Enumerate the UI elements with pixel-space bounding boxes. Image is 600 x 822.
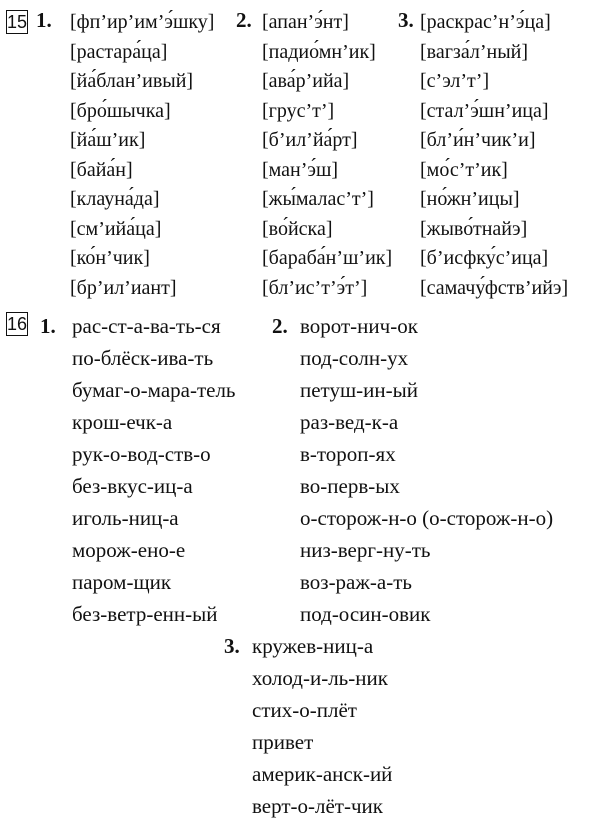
morpheme-item: без-ветр-енн-ый — [72, 602, 218, 626]
morpheme-item: морож-ено-е — [72, 538, 186, 562]
transcription-item: [грус’т’] — [262, 99, 335, 122]
exercise-number: 15 — [7, 12, 28, 32]
transcription-item: [бл’ис’т’э́т’] — [262, 276, 368, 299]
transcription-item: [жыво́тнайэ] — [420, 217, 528, 240]
transcription-item: [б’исфку́с’ица] — [420, 247, 549, 269]
morpheme-item: бумаг-о-мара-тель — [72, 378, 236, 402]
transcription-item: [но́жн’ицы] — [420, 188, 520, 210]
morpheme-item: кружев-ниц-а — [252, 634, 374, 658]
morpheme-item: под-осин-овик — [300, 602, 431, 626]
transcription-column-2 — [262, 8, 392, 303]
exercise-number: 16 — [7, 314, 28, 334]
transcription-item: [б’ил’йа́рт] — [262, 129, 358, 151]
subexercise-label: 3. — [398, 8, 414, 32]
morpheme-item: во-перв-ых — [300, 474, 400, 498]
transcription-item: [во́йска] — [262, 217, 333, 240]
morpheme-item: стих-о-плёт — [252, 698, 357, 722]
transcription-item: [самачу́фств’ийэ] — [420, 276, 569, 299]
transcription-item: [см’ийа́ца] — [70, 217, 162, 240]
morpheme-column-3 — [252, 630, 392, 822]
morpheme-item: по-блёск-ива-ть — [72, 346, 214, 370]
transcription-item: [байа́н] — [70, 158, 133, 181]
transcription-item: [фп’ир’им’э́шку] — [70, 11, 215, 33]
morpheme-item: рас-ст-а-ва-ть-ся — [72, 314, 221, 338]
transcription-item: [раскрас’н’э́ца] — [420, 11, 551, 33]
subexercise-label: 2. — [236, 8, 252, 32]
morpheme-item: верт-о-лёт-чик — [252, 794, 383, 818]
transcription-item: [ко́н’чик] — [70, 247, 150, 269]
transcription-item: [стал’э́шн’ица] — [420, 99, 549, 122]
morpheme-item: в-тороп-ях — [300, 442, 396, 466]
transcription-item: [йа́ш’ик] — [70, 129, 146, 151]
subexercise-label: 1. — [36, 8, 52, 32]
transcription-item: [ава́р’ийа] — [262, 70, 350, 92]
transcription-item: [ман’э́ш] — [262, 158, 339, 181]
transcription-item: [вагза́л’ный] — [420, 40, 529, 63]
morpheme-column-1 — [72, 310, 236, 630]
transcription-item: [бро́шычка] — [70, 99, 171, 122]
morpheme-item: паром-щик — [72, 570, 172, 594]
transcription-item: [растара́ца] — [70, 40, 168, 63]
transcription-item: [с’эл’т’] — [420, 70, 490, 92]
morpheme-item: привет — [252, 730, 314, 754]
transcription-item: [йа́блан’ивый] — [70, 70, 194, 92]
morpheme-item: иголь-ниц-а — [72, 506, 179, 530]
morpheme-item: крош-ечк-а — [72, 410, 173, 434]
transcription-item: [мо́с’т’ик] — [420, 158, 508, 181]
subexercise-label: 1. — [40, 314, 56, 338]
morpheme-column-2 — [300, 310, 553, 630]
morpheme-item: ворот-нич-ок — [300, 314, 418, 338]
morpheme-item: низ-верг-ну-ть — [300, 538, 431, 562]
morpheme-item: раз-вед-к-а — [300, 410, 399, 434]
subexercise-label: 2. — [272, 314, 288, 338]
morpheme-item: холод-и-ль-ник — [252, 666, 388, 690]
transcription-item: [бараба́н’ш’ик] — [262, 247, 393, 269]
transcription-item: [бр’ил’иант] — [70, 276, 177, 299]
transcription-item: [бл’и́н’чик’и] — [420, 129, 536, 151]
morpheme-item: америк-анск-ий — [252, 762, 393, 786]
transcription-item: [клауна́да] — [70, 188, 160, 210]
morpheme-item: о-сторож-н-о (о-сторож-н-о) — [300, 506, 554, 530]
transcription-item: [апан’э́нт] — [262, 11, 349, 33]
morpheme-item: рук-о-вод-ств-о — [72, 442, 211, 466]
transcription-item: [падио́мн’ик] — [262, 40, 376, 63]
morpheme-item: под-солн-ух — [300, 346, 409, 370]
morpheme-item: без-вкус-иц-а — [72, 474, 193, 498]
transcription-item: [жы́малас’т’] — [262, 188, 374, 210]
morpheme-item: воз-раж-а-ть — [300, 570, 412, 594]
transcription-column-3 — [420, 8, 568, 303]
transcription-column-1 — [70, 8, 214, 303]
morpheme-item: петуш-ин-ый — [300, 378, 418, 402]
subexercise-label: 3. — [224, 634, 240, 658]
